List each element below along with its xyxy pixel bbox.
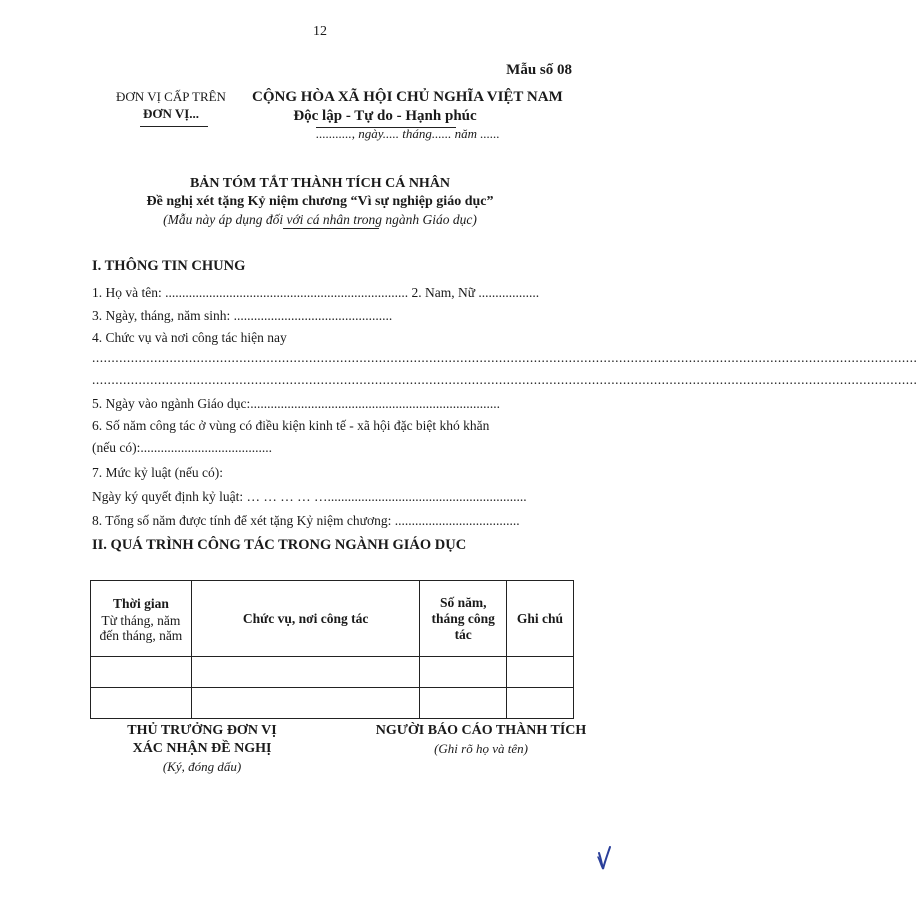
pen-mark-icon bbox=[596, 845, 612, 871]
header-years bbox=[420, 581, 507, 657]
motto: Độc lập - Tự do - Hạnh phúc bbox=[293, 108, 477, 124]
section2-heading: II. QUÁ TRÌNH CÔNG TÁC TRONG NGÀNH GIÁO DỤC bbox=[92, 537, 467, 553]
field-name-gender: 1. Họ và tên: ........................................................................ 2. Nam, Nữ .................. bbox=[92, 285, 540, 300]
table-row bbox=[91, 688, 574, 719]
date-line: ..........., ngày..... tháng...... năm ...... bbox=[316, 126, 500, 141]
signature-left bbox=[112, 722, 292, 776]
signature-right-note: (Ghi rõ họ và tên) bbox=[434, 741, 528, 756]
country-name: CỘNG HÒA XÃ HỘI CHỦ NGHĨA VIỆT NAM bbox=[252, 89, 563, 105]
section1-heading: I. THÔNG TIN CHUNG bbox=[92, 258, 246, 274]
work-history-table bbox=[90, 580, 574, 719]
table-cell bbox=[420, 657, 507, 688]
table-cell bbox=[191, 688, 420, 719]
header-right bbox=[252, 88, 563, 126]
field-hardship-years: 6. Số năm công tác ở vùng có điều kiện kinh tế - xã hội đặc biệt khó khăn bbox=[92, 418, 490, 433]
field-discipline: 7. Mức kỷ luật (nếu có): bbox=[92, 465, 224, 480]
field-start-date: 5. Ngày vào ngành Giáo dục:.......................................................................... bbox=[92, 396, 500, 411]
header-left-rule bbox=[140, 126, 208, 127]
header-years-l2: tháng công bbox=[431, 610, 495, 626]
signature-left-subtitle: XÁC NHẬN ĐỀ NGHỊ bbox=[132, 741, 272, 756]
field-total-years: 8. Tổng số năm được tính để xét tặng Kỷ niệm chương: ..................................... bbox=[92, 513, 520, 528]
header-position: Chức vụ, nơi công tác bbox=[191, 581, 420, 657]
table-cell bbox=[91, 688, 192, 719]
table-cell bbox=[420, 688, 507, 719]
signature-left-title: THỦ TRƯỞNG ĐƠN VỊ bbox=[127, 723, 277, 738]
dotted-line-position-2: ..................................................................................................................................................................................................................... bbox=[92, 372, 917, 387]
unit-label: ĐƠN VỊ... bbox=[142, 106, 200, 121]
table-cell bbox=[506, 688, 573, 719]
table-cell bbox=[506, 657, 573, 688]
header-time-from: Từ tháng, năm bbox=[101, 612, 181, 628]
title-block bbox=[0, 175, 640, 229]
signature-right-title: NGƯỜI BÁO CÁO THÀNH TÍCH bbox=[375, 723, 587, 738]
page-number: 12 bbox=[313, 24, 327, 39]
table-row bbox=[91, 657, 574, 688]
header-time-to: đến tháng, năm bbox=[99, 627, 183, 643]
title-rule bbox=[283, 228, 379, 229]
header-left bbox=[96, 88, 246, 122]
document-note: (Mẫu này áp dụng đối với cá nhân trong ngành Giáo dục) bbox=[163, 212, 477, 227]
document-title: BẢN TÓM TẮT THÀNH TÍCH CÁ NHÂN bbox=[189, 176, 451, 191]
superior-unit-label: ĐƠN VỊ CẤP TRÊN bbox=[116, 89, 226, 104]
dotted-line-position-1: ..................................................................................................................................................................................................................... bbox=[92, 350, 917, 365]
field-birthdate: 3. Ngày, tháng, năm sinh: ............................................... bbox=[92, 308, 393, 323]
signature-right bbox=[350, 722, 612, 758]
header-time-title: Thời gian bbox=[112, 595, 169, 611]
field-discipline-date: Ngày ký quyết định kỷ luật: … … … … …........................................................... bbox=[92, 489, 527, 504]
header-years-l3: tác bbox=[454, 626, 472, 642]
document-subtitle: Đề nghị xét tặng Kỷ niệm chương “Vì sự nghiệp giáo dục” bbox=[146, 194, 494, 209]
signature-left-note: (Ký, đóng dấu) bbox=[162, 759, 242, 774]
header-notes: Ghi chú bbox=[506, 581, 573, 657]
table-cell bbox=[91, 657, 192, 688]
header-years-l1: Số năm, bbox=[439, 594, 487, 610]
field-hardship-years-cont: (nếu có):....................................... bbox=[92, 440, 272, 455]
form-number: Mẫu số 08 bbox=[506, 62, 572, 78]
header-time bbox=[91, 581, 192, 657]
table-cell bbox=[191, 657, 420, 688]
field-position: 4. Chức vụ và nơi công tác hiện nay bbox=[92, 330, 287, 345]
table-header-row bbox=[91, 581, 574, 657]
